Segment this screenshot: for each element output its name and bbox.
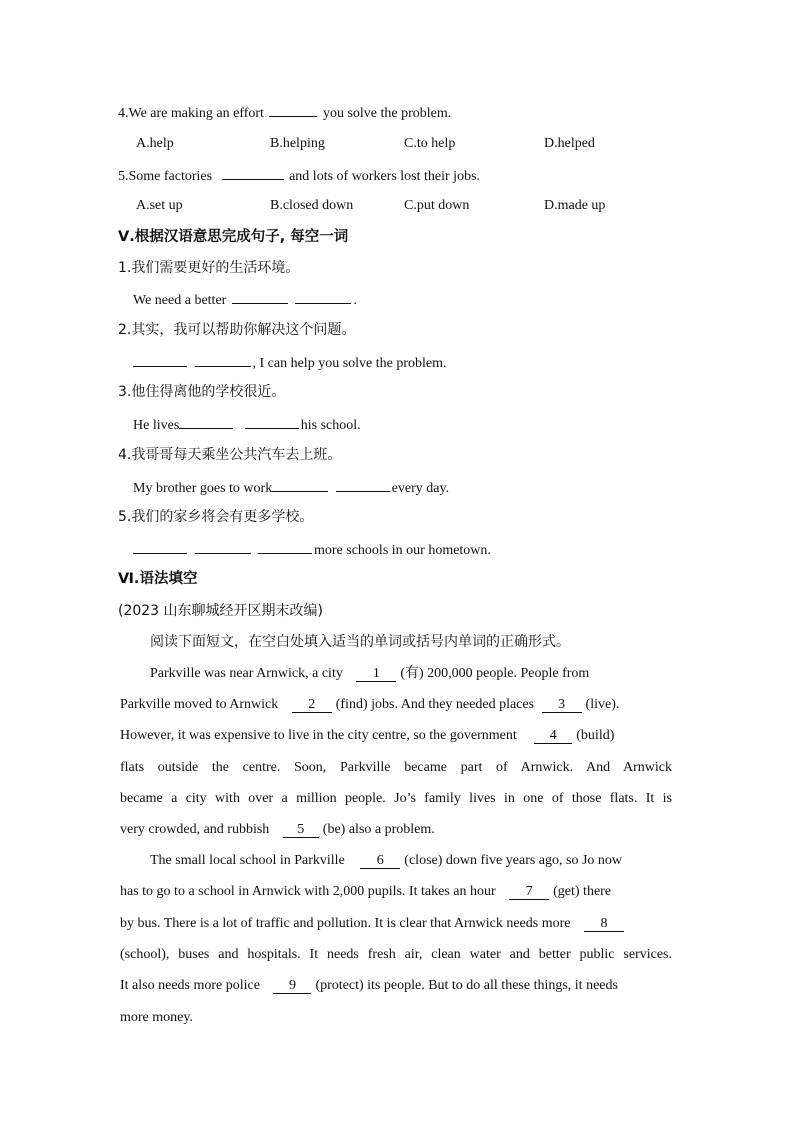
s5-item-3-blank-1[interactable] bbox=[179, 415, 233, 429]
p2-line-2 bbox=[120, 883, 611, 901]
p2-line-6: more money. bbox=[120, 1010, 193, 1025]
q4-text-before: 4.We are making an effort bbox=[118, 106, 264, 121]
p1-text: Parkville moved to Arnwick bbox=[120, 697, 279, 712]
p1-text: Parkville was near Arnwick, a city bbox=[150, 666, 343, 681]
question-5 bbox=[118, 166, 480, 186]
p1-text: (有) 200,000 people. People from bbox=[400, 666, 590, 681]
p2-text: (get) there bbox=[553, 884, 612, 899]
s5-item-5-blank-3[interactable] bbox=[258, 540, 312, 554]
s5-item-4-blank-1[interactable] bbox=[272, 478, 328, 492]
p1-text: (build) bbox=[576, 728, 615, 743]
q5-option-d[interactable]: D.made up bbox=[544, 198, 606, 213]
q5-text-before: 5.Some factories bbox=[118, 169, 213, 184]
section-6-instruction: 阅读下面短文，在空白处填入适当的单词或括号内单词的正确形式。 bbox=[150, 634, 570, 650]
s5-item-5-blank-1[interactable] bbox=[133, 540, 187, 554]
blank-1[interactable]: 1 bbox=[356, 667, 396, 682]
q4-option-b[interactable]: B.helping bbox=[270, 136, 325, 151]
blank-5[interactable]: 5 bbox=[283, 823, 319, 838]
s5-item-1-blank-1[interactable] bbox=[232, 290, 288, 304]
s5-item-4-en bbox=[133, 478, 449, 498]
p2-line-1 bbox=[150, 852, 622, 870]
p2-text: has to go to a school in Arnwick with 2,000 pupils. It takes an hour bbox=[120, 884, 496, 899]
p2-text: The small local school in Parkville bbox=[150, 853, 345, 868]
s5-item-4-before: My brother goes to work bbox=[133, 481, 273, 496]
p1-text: (be) also a problem. bbox=[322, 822, 435, 837]
s5-item-1-cn: 1.我们需要更好的生活环境。 bbox=[118, 260, 300, 276]
s5-item-3-cn: 3.他住得离他的学校很近。 bbox=[118, 384, 286, 400]
blank-4[interactable]: 4 bbox=[534, 729, 572, 744]
s5-item-1-after: . bbox=[353, 293, 357, 308]
p2-text: by bus. There is a lot of traffic and pollution. It is clear that Arnwick needs more bbox=[120, 916, 571, 931]
p2-line-3 bbox=[120, 915, 628, 933]
s5-item-2-blank-2[interactable] bbox=[195, 353, 251, 367]
s5-item-3-before: He lives bbox=[133, 418, 180, 433]
p1-line-5: became a city with over a million people. Jo’s family lives in one of those flats. It is bbox=[120, 791, 672, 806]
section-6-title: Ⅵ.语法填空 bbox=[118, 571, 198, 587]
blank-7[interactable]: 7 bbox=[509, 885, 549, 900]
s5-item-5-after: more schools in our hometown. bbox=[314, 543, 491, 558]
q4-text-after: you solve the problem. bbox=[322, 106, 452, 121]
blank-2[interactable]: 2 bbox=[292, 698, 332, 713]
p2-text: It also needs more police bbox=[120, 978, 260, 993]
s5-item-4-blank-2[interactable] bbox=[336, 478, 390, 492]
s5-item-5-blank-2[interactable] bbox=[195, 540, 251, 554]
blank-6[interactable]: 6 bbox=[360, 854, 400, 869]
p2-line-4: (school), buses and hospitals. It needs fresh air, clean water and better public services. bbox=[120, 947, 672, 962]
p1-line-2 bbox=[120, 696, 619, 714]
p1-line-3 bbox=[120, 727, 614, 745]
s5-item-3-blank-2[interactable] bbox=[245, 415, 299, 429]
q4-option-c[interactable]: C.to help bbox=[404, 136, 456, 151]
q4-option-d[interactable]: D.helped bbox=[544, 136, 595, 151]
q5-option-b[interactable]: B.closed down bbox=[270, 198, 354, 213]
s5-item-1-blank-2[interactable] bbox=[295, 290, 351, 304]
s5-item-1-before: We need a better bbox=[133, 293, 227, 308]
p1-text: very crowded, and rubbish bbox=[120, 822, 270, 837]
blank-8[interactable]: 8 bbox=[584, 917, 624, 932]
p1-text: (find) jobs. And they needed places bbox=[335, 697, 535, 712]
s5-item-3-after: his school. bbox=[300, 418, 361, 433]
q5-option-c[interactable]: C.put down bbox=[404, 198, 470, 213]
s5-item-2-after: , I can help you solve the problem. bbox=[252, 356, 447, 371]
s5-item-1-en bbox=[133, 290, 357, 310]
question-4 bbox=[118, 103, 451, 123]
p2-line-5 bbox=[120, 977, 618, 995]
s5-item-2-blank-1[interactable] bbox=[133, 353, 187, 367]
q4-option-a[interactable]: A.help bbox=[136, 136, 174, 151]
s5-item-3-en bbox=[133, 415, 361, 435]
q5-blank[interactable] bbox=[222, 166, 284, 180]
q4-blank[interactable] bbox=[269, 103, 317, 117]
p1-text: (live). bbox=[585, 697, 620, 712]
p1-line-6 bbox=[120, 821, 435, 839]
p1-line-4: flats outside the centre. Soon, Parkville became part of Arnwick. And Arnwick bbox=[120, 760, 672, 775]
p1-text: However, it was expensive to live in the city centre, so the government bbox=[120, 728, 517, 743]
p1-line-1 bbox=[150, 665, 589, 683]
p2-text: (protect) its people. But to do all these things, it needs bbox=[315, 978, 618, 993]
q5-text-after: and lots of workers lost their jobs. bbox=[289, 169, 481, 184]
s5-item-4-cn: 4.我哥哥每天乘坐公共汽车去上班。 bbox=[118, 447, 342, 463]
s5-item-2-cn: 2.其实，我可以帮助你解决这个问题。 bbox=[118, 322, 356, 338]
q5-option-a[interactable]: A.set up bbox=[136, 198, 183, 213]
s5-item-5-cn: 5.我们的家乡将会有更多学校。 bbox=[118, 509, 314, 525]
s5-item-4-after: every day. bbox=[391, 481, 450, 496]
blank-9[interactable]: 9 bbox=[273, 979, 311, 994]
p2-text: (close) down five years ago, so Jo now bbox=[404, 853, 623, 868]
s5-item-2-en bbox=[133, 353, 447, 373]
section-6-source: (2023 山东聊城经开区期末改编) bbox=[118, 603, 324, 619]
s5-item-5-en bbox=[133, 540, 491, 560]
blank-3[interactable]: 3 bbox=[542, 698, 582, 713]
section-5-title: Ⅴ.根据汉语意思完成句子, 每空一词 bbox=[118, 229, 349, 245]
